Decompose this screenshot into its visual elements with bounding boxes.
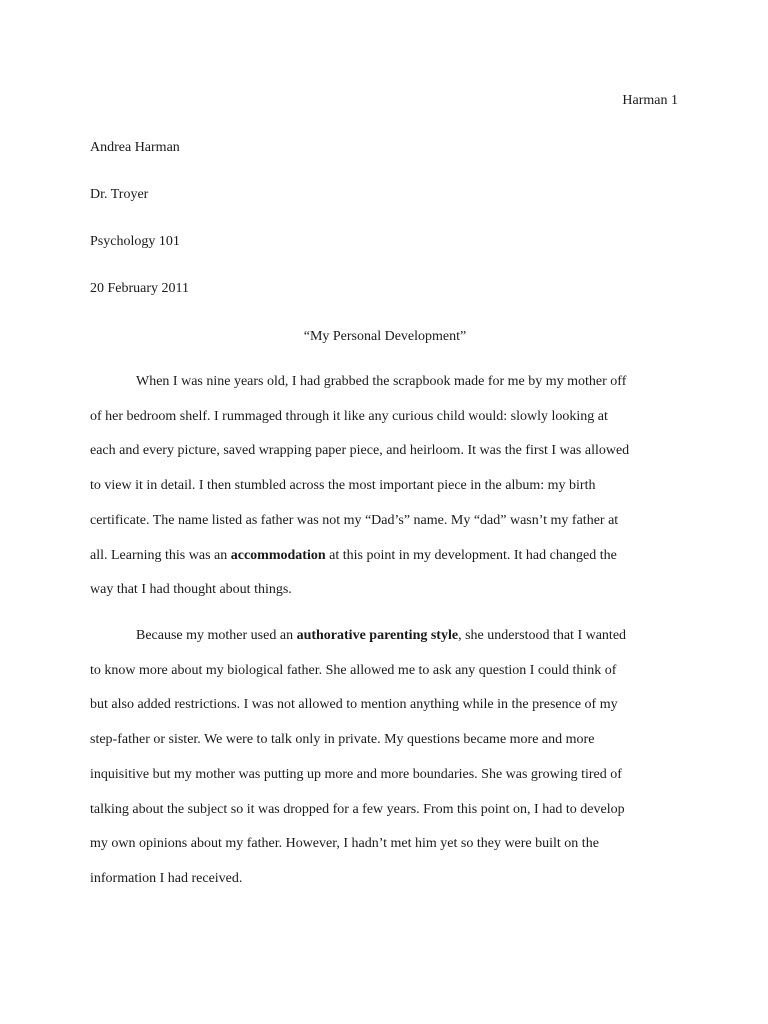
line-text: at this point in my development. It had changed the (325, 547, 617, 563)
paragraph-2 (90, 619, 680, 897)
course-name: Psychology 101 (90, 234, 180, 249)
date: 20 February 2011 (90, 281, 190, 296)
line-text: Because my mother used an (136, 628, 297, 643)
paragraph-line: of her bedroom shelf. I rummaged through it like any curious child would: slowly looking at (90, 408, 608, 424)
paragraph-line: step-father or sister. We were to talk only in private. My questions became more and more (90, 732, 595, 748)
instructor-name: Dr. Troyer (90, 187, 149, 202)
paragraph-line: When I was nine years old, I had grabbed the scrapbook made for me by my mother off (136, 374, 627, 389)
paragraph-line: information I had received. (90, 870, 243, 886)
paragraph-line: to know more about my biological father. She allowed me to ask any question I could think of (90, 662, 617, 678)
line-text: all. Learning this was an (90, 547, 231, 563)
heading-block (90, 138, 680, 326)
paragraph-line: each and every picture, saved wrapping paper piece, and heirloom. It was the first I was allowed (90, 443, 630, 459)
essay-title: “My Personal Development” (303, 329, 467, 344)
paragraph-line: my own opinions about my father. However, I hadn’t met him yet so they were built on the (90, 836, 599, 852)
paragraph-line: but also added restrictions. I was not allowed to mention anything while in the presence of my (90, 697, 618, 713)
key-term-parenting-style: authorative parenting style (296, 628, 459, 643)
paragraph-line: talking about the subject so it was dropped for a few years. From this point on, I had to develop (90, 801, 625, 817)
paragraph-line: certificate. The name listed as father was not my “Dad’s” name. My “dad” wasn’t my father at (90, 512, 619, 528)
paragraph-line (90, 539, 680, 574)
paragraph-line: way that I had thought about things. (90, 582, 292, 598)
paragraph-line (90, 619, 680, 654)
paragraph-line: inquisitive but my mother was putting up more and more boundaries. She was growing tired of (90, 766, 622, 782)
line-text: , she understood that I wanted (458, 628, 627, 643)
running-head: Harman 1 (622, 93, 678, 108)
key-term-accommodation: accommodation (230, 547, 326, 563)
author-name: Andrea Harman (90, 140, 180, 155)
paragraph-line: to view it in detail. I then stumbled across the most important piece in the album: my birth (90, 478, 596, 494)
paragraph-1 (90, 365, 680, 608)
